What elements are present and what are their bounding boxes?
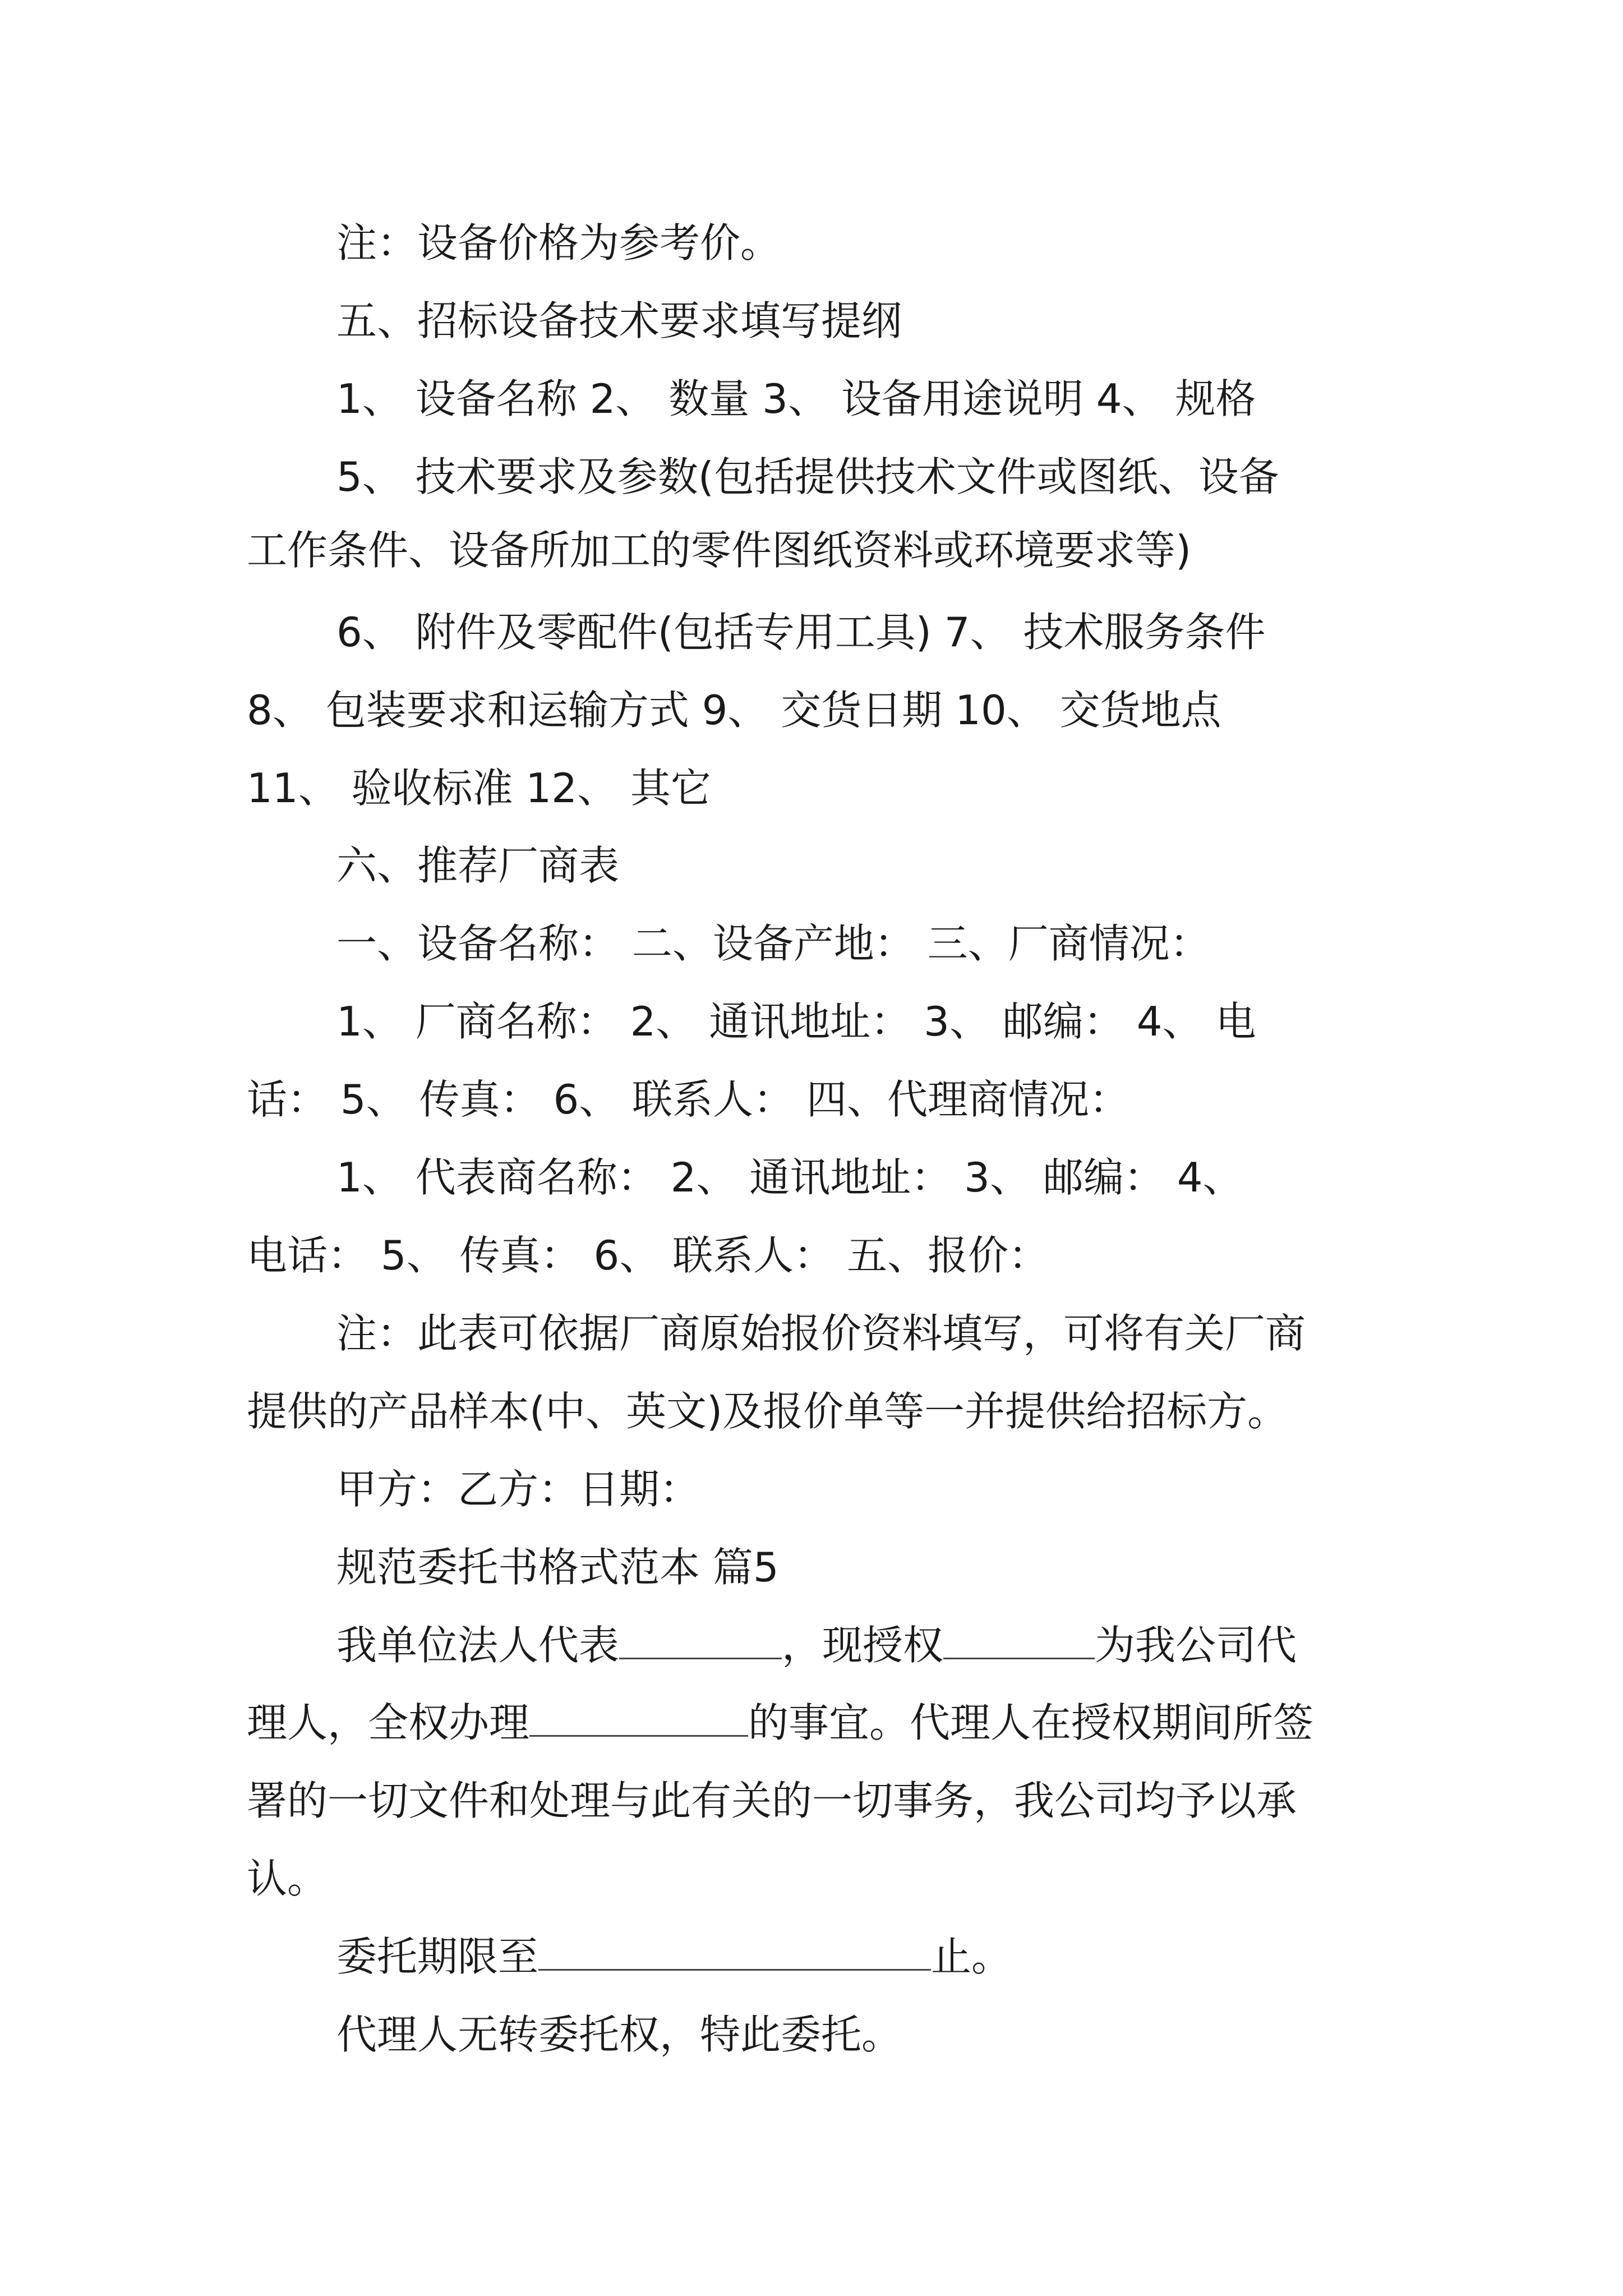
auth-text: 的事宜。代理人在授权期间所签 <box>748 1699 1314 1746</box>
auth-text: ，现授权 <box>782 1622 944 1669</box>
note-table-1: 注：此表可依据厂商原始报价资料填写，可将有关厂商 <box>336 1310 1306 1357</box>
vendor-line-2: 1、 厂商名称： 2、 通讯地址： 3、 邮编： 4、 电 <box>336 998 1256 1045</box>
auth-closing-line: 代理人无转委托权，特此委托。 <box>336 2011 902 2058</box>
agent-line-1: 1、 代表商名称： 2、 通讯地址： 3、 邮编： 4、 <box>336 1154 1243 1201</box>
auth-text: 止。 <box>931 1933 1012 1980</box>
agent-line-2: 电话： 5、 传真： 6、 联系人： 五、报价： <box>247 1232 1049 1279</box>
auth-text: 理人，全权办理 <box>247 1699 530 1746</box>
auth-line-1 <box>336 1617 1623 1673</box>
auth-term-line <box>336 1929 1623 1985</box>
section-title-template-5: 规范委托书格式范本 篇5 <box>336 1544 779 1591</box>
note-price: 注：设备价格为参考价。 <box>336 219 781 266</box>
term-blank <box>538 1933 931 1971</box>
auth-text: 委托期限至 <box>336 1933 539 1980</box>
outline-line-4: 6、 附件及零配件(包括专用工具) 7、 技术服务条件 <box>336 609 1266 656</box>
outline-line-2: 5、 技术要求及参数(包括提供技术文件或图纸、设备 <box>336 453 1279 500</box>
outline-line-3: 工作条件、设备所加工的零件图纸资料或环境要求等) <box>247 527 1192 574</box>
note-table-2: 提供的产品样本(中、英文)及报价单等一并提供给招标方。 <box>247 1388 1288 1435</box>
auth-text: 我单位法人代表 <box>336 1622 620 1669</box>
outline-line-1: 1、 设备名称 2、 数量 3、 设备用途说明 4、 规格 <box>336 375 1256 422</box>
auth-line-4: 认。 <box>247 1855 328 1902</box>
outline-line-6: 11、 验收标准 12、 其它 <box>247 765 711 812</box>
auth-line-3: 署的一切文件和处理与此有关的一切事务，我公司均予以承 <box>247 1777 1297 1824</box>
matter-blank <box>529 1699 748 1737</box>
section-six-heading: 六、推荐厂商表 <box>336 842 620 889</box>
vendor-line-3: 话： 5、 传真： 6、 联系人： 四、代理商情况： <box>247 1076 1130 1123</box>
auth-line-2 <box>247 1695 1623 1751</box>
section-five-heading: 五、招标设备技术要求填写提纲 <box>336 297 902 344</box>
legal-rep-blank <box>619 1622 782 1659</box>
agent-name-blank <box>943 1622 1095 1659</box>
party-signature-line: 甲方：乙方：日期： <box>336 1466 700 1513</box>
vendor-line-1: 一、设备名称： 二、设备产地： 三、厂商情况： <box>336 920 1210 967</box>
outline-line-5: 8、 包装要求和运输方式 9、 交货日期 10、 交货地点 <box>247 687 1221 734</box>
auth-text: 为我公司代 <box>1095 1622 1297 1669</box>
